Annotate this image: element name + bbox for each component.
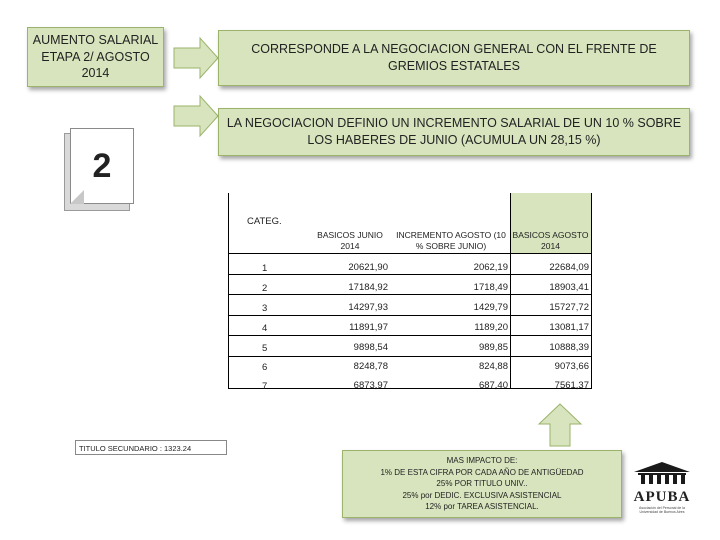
header-line: BASICOS AGOSTO (512, 230, 589, 240)
logo-tagline: Asociación del Personal de la Universidad de Buenos Aires (639, 506, 685, 515)
column-header-basicos-agosto (510, 230, 591, 252)
impact-line: 12% por TAREA ASISTENCIAL. (425, 502, 539, 512)
notice-line: GREMIOS ESTATALES (388, 59, 520, 73)
title-box (27, 27, 164, 87)
impact-line: 1% DE ESTA CIFRA POR CADA AÑO DE ANTIGÜEDAD (380, 467, 584, 477)
cell-categ: 3 (262, 303, 268, 314)
cell-basicos-agosto: 15727,72 (549, 302, 589, 313)
cell-basicos-agosto: 9073,66 (554, 361, 589, 372)
cell-categ: 1 (262, 263, 268, 274)
header-line: 2014 (340, 241, 360, 252)
cell-basicos-junio: 9898,54 (353, 342, 388, 353)
column-header-incremento (388, 230, 514, 252)
cell-basicos-junio: 20621,90 (348, 262, 388, 273)
header-line: INCREMENTO AGOSTO (10 (396, 230, 506, 240)
cell-basicos-agosto: 18903,41 (549, 282, 589, 293)
secondary-title-label: TITULO SECUNDARIO : 1323.24 (75, 440, 227, 455)
step-number: 2 (92, 146, 112, 185)
up-arrow-icon (536, 402, 584, 448)
cell-basicos-agosto: 7561,37 (554, 380, 589, 391)
header-line: 2014 (541, 241, 560, 252)
cell-basicos-junio: 17184,92 (348, 282, 388, 293)
page-fold-icon (70, 190, 84, 204)
impact-line: 25% POR TITULO UNIV.. (436, 479, 528, 489)
cell-categ: 5 (262, 343, 268, 354)
cell-basicos-agosto: 13081,17 (549, 322, 589, 333)
notice-line: LOS HABERES DE JUNIO (ACUMULA UN 28,15 %) (307, 133, 601, 147)
column-header-categ: CATEG. (247, 216, 282, 227)
cell-incremento: 1189,20 (474, 322, 508, 333)
header-line: % SOBRE JUNIO) (415, 241, 487, 252)
cell-incremento: 824,88 (478, 361, 508, 372)
notice-line: CORRESPONDE A LA NEGOCIACION GENERAL CON EL FRENTE DE (251, 42, 657, 57)
title-line: ETAPA 2/ AGOSTO (41, 49, 150, 64)
notice-line: LA NEGOCIACION DEFINIO UN INCREMENTO SALARIAL DE UN 10 % SOBRE (226, 116, 682, 131)
title-line: 2014 (81, 66, 110, 81)
cell-incremento: 2062,19 (473, 262, 508, 273)
cell-basicos-agosto: 22684,09 (549, 262, 589, 273)
cell-basicos-junio: 8248,78 (353, 361, 388, 372)
notice-general-negotiation (218, 30, 690, 86)
cell-categ: 4 (262, 323, 268, 334)
impact-line: 25% por DEDIC. EXCLUSIVA ASISTENCIAL (402, 490, 562, 500)
step-number-card (70, 128, 134, 204)
building-icon (632, 460, 692, 486)
header-line: BASICOS JUNIO (317, 230, 383, 240)
cell-categ: 7 (262, 381, 268, 392)
salary-table-grid (228, 193, 592, 389)
cell-incremento: 1718,49 (473, 282, 508, 293)
impact-note-box (342, 450, 622, 518)
right-arrow-icon (172, 36, 220, 80)
cell-categ: 2 (262, 283, 268, 294)
cell-incremento: 687,40 (478, 380, 508, 391)
column-header-basicos-junio (308, 230, 392, 252)
cell-basicos-junio: 11891,97 (349, 322, 388, 333)
cell-incremento: 989,85 (478, 342, 508, 353)
impact-line: MAS IMPACTO DE: (446, 456, 518, 466)
right-arrow-icon (172, 94, 220, 138)
logo-name: APUBA (633, 489, 691, 505)
apuba-logo (630, 460, 694, 520)
cell-categ: 6 (262, 362, 268, 373)
cell-basicos-junio: 6873,97 (353, 380, 388, 391)
notice-salary-increase (218, 108, 690, 156)
title-line: AUMENTO SALARIAL (32, 32, 159, 47)
cell-basicos-agosto: 10888,39 (549, 342, 589, 353)
cell-basicos-junio: 14297,93 (348, 302, 388, 313)
cell-incremento: 1429,79 (473, 302, 508, 313)
